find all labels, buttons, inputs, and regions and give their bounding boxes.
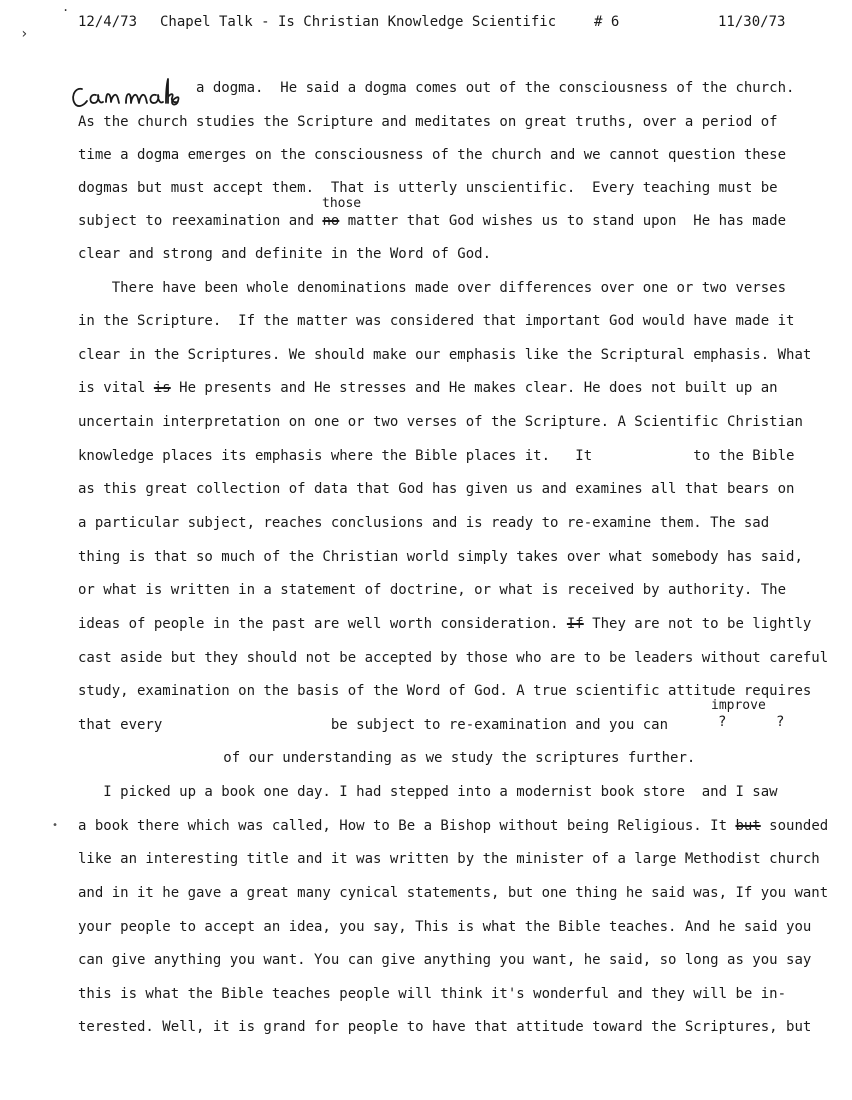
p2-line-12: cast aside but they should not be accepted by those who are to be leaders without careful bbox=[78, 650, 829, 666]
p2-line-5: uncertain interpretation on one or two verses of the Scripture. A Scientific Christian bbox=[78, 414, 803, 430]
p2-line-4a: is vital bbox=[78, 380, 154, 396]
p1-line-3: time a dogma emerges on the consciousness of the church and we cannot question these bbox=[78, 147, 787, 163]
struck-if: If bbox=[566, 616, 584, 632]
p2-line-8: a particular subject, reaches conclusions and is ready to re-examine them. The sad bbox=[78, 515, 770, 531]
p1-line-6: clear and strong and definite in the Word of God. bbox=[78, 246, 492, 262]
p2-line-4b: He presents and He stresses and He makes clear. He does not built up an bbox=[170, 380, 778, 396]
header-title: Chapel Talk - Is Christian Knowledge Scientific bbox=[160, 14, 557, 30]
p2-line-10: or what is written in a statement of doctrine, or what is received by authority. The bbox=[78, 582, 787, 598]
struck-but: but bbox=[735, 818, 761, 834]
interlinear-improve: improve bbox=[711, 698, 766, 713]
p3-line-2b: sounded bbox=[760, 818, 829, 834]
p2-line-11a: ideas of people in the past are well worth consideration. bbox=[78, 616, 567, 632]
p2-line-15: of our understanding as we study the scriptures further. bbox=[80, 750, 696, 766]
header-number: # 6 bbox=[594, 14, 620, 30]
struck-no: no bbox=[322, 213, 340, 229]
header-date-left: 12/4/73 bbox=[78, 14, 138, 30]
p2-line-1: There have been whole denominations made over differences over one or two verses bbox=[78, 280, 787, 296]
p2-line-3: clear in the Scriptures. We should make our emphasis like the Scriptural emphasis. What bbox=[78, 347, 812, 363]
p3-line-3: like an interesting title and it was written by the minister of a large Methodist church bbox=[78, 851, 820, 867]
handwriting-scribble bbox=[68, 75, 180, 111]
p3-line-5: your people to accept an idea, you say, This is what the Bible teaches. And he said you bbox=[78, 919, 812, 935]
question-mark-1: ? bbox=[718, 714, 727, 730]
p3-line-2a: a book there which was called, How to Be a Bishop without being Religious. It bbox=[78, 818, 736, 834]
p2-line-4 bbox=[78, 378, 778, 398]
struck-is: is bbox=[153, 380, 171, 396]
p3-line-2 bbox=[78, 816, 828, 836]
p2-line-11 bbox=[78, 614, 811, 634]
margin-mark: › bbox=[20, 26, 29, 42]
p1-line-5 bbox=[78, 211, 786, 231]
p1-line-4: dogmas but must accept them. That is utterly unscientific. Every teaching must be bbox=[78, 180, 778, 196]
p3-line-6: can give anything you want. You can give anything you want, he said, so long as you say bbox=[78, 952, 812, 968]
p3-line-1: I picked up a book one day. I had stepped into a modernist book store and I saw bbox=[78, 784, 778, 800]
p2-line-2: in the Scripture. If the matter was considered that important God would have made it bbox=[78, 313, 795, 329]
p2-line-7: as this great collection of data that God has given us and examines all that bears on bbox=[78, 481, 795, 497]
p3-line-7: this is what the Bible teaches people will think it's wonderful and they will be in- bbox=[78, 986, 787, 1002]
handwritten-insert bbox=[68, 75, 180, 111]
p3-line-8: terested. Well, it is grand for people to have that attitude toward the Scriptures, but bbox=[78, 1019, 812, 1035]
p2-line-11b: They are not to be lightly bbox=[583, 616, 812, 632]
interlinear-those: those bbox=[322, 196, 362, 211]
corner-mark: . bbox=[62, 0, 70, 14]
p2-line-6: knowledge places its emphasis where the Bible places it. It to the Bible bbox=[78, 448, 795, 464]
p2-line-13: study, examination on the basis of the Word of God. A true scientific attitude requires bbox=[78, 683, 812, 699]
p2-line-9: thing is that so much of the Christian world simply takes over what somebody has said, bbox=[78, 549, 803, 565]
p1-line-1: a dogma. He said a dogma comes out of the consciousness of the church. bbox=[196, 80, 795, 96]
question-mark-2: ? bbox=[776, 714, 785, 730]
header-date-right: 11/30/73 bbox=[718, 14, 786, 30]
p1-line-5b: matter that God wishes us to stand upon He has made bbox=[339, 213, 787, 229]
p1-line-5a: subject to reexamination and bbox=[78, 213, 323, 229]
margin-speck: • bbox=[52, 820, 59, 831]
handwritten-label: Can make bbox=[68, 110, 73, 111]
p2-line-14: that every be subject to re-examination and you can bbox=[78, 717, 669, 733]
p3-line-4: and in it he gave a great many cynical statements, but one thing he said was, If you want bbox=[78, 885, 829, 901]
p1-line-2: As the church studies the Scripture and meditates on great truths, over a period of bbox=[78, 114, 778, 130]
